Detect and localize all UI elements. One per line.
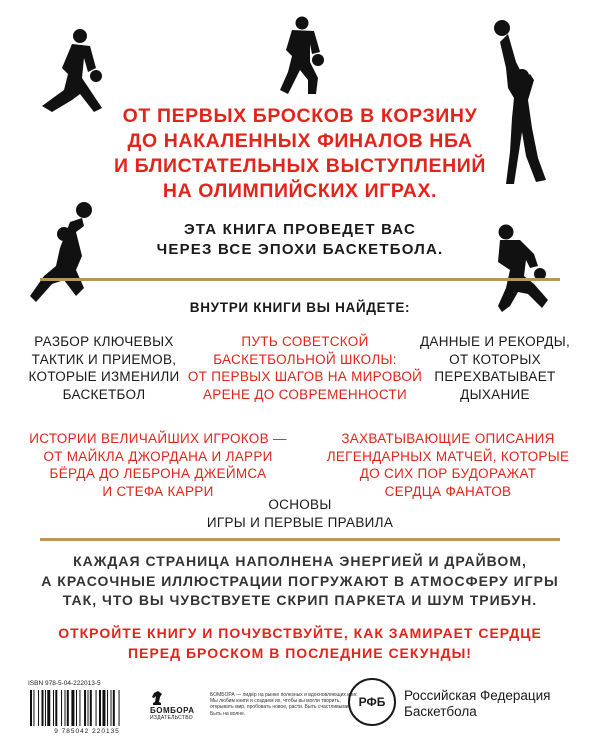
isbn-label: ISBN 978-5-04-222013-5 [28, 680, 101, 687]
barcode-bar [79, 690, 80, 726]
subheading [140, 220, 460, 260]
barcode-bar [53, 690, 54, 726]
rfb-logo [348, 678, 396, 726]
main-heading [80, 104, 520, 204]
item-matches [318, 430, 578, 500]
item-line: ОСНОВЫ [268, 497, 332, 512]
item-tactics [24, 333, 184, 403]
barcode-bar [67, 690, 69, 726]
barcode-graphic [28, 690, 146, 726]
paragraph-line: ТАК, ЧТО ВЫ ЧУВСТВУЕТЕ СКРИП ПАРКЕТА И ШУМ ТРИБУН. [62, 592, 538, 608]
barcode-bar [99, 690, 101, 726]
barcode-bar [33, 690, 34, 726]
barcode-bar [45, 690, 46, 726]
description-paragraph [40, 552, 560, 611]
heading-line: ОТ ПЕРВЫХ БРОСКОВ В КОРЗИНУ [122, 105, 478, 127]
heading-line: ДО НАКАЛЕННЫХ ФИНАЛОВ НБА [127, 130, 473, 152]
barcode-bar [84, 690, 86, 726]
barcode-bar [90, 690, 92, 726]
publisher-fine-print: БОМБОРА — лидер на рынке полезных и вдохновляющих книг. Мы любим книги и создаем их, чтобы вы могли творить, открывать мир, пробовать новое, расти. Быть счастливыми. Быть на волне. [210, 692, 358, 717]
item-line: БАСКЕТБОЛЬНОЙ ШКОЛЫ: [213, 351, 397, 367]
item-line: ПЕРЕХВАТЫВАЕТ [434, 369, 556, 384]
barcode-bar [119, 690, 120, 726]
inside-title: ВНУТРИ КНИГИ ВЫ НАЙДЕТЕ: [189, 300, 411, 315]
heading-line: И БЛИСТАТЕЛЬНЫХ ВЫСТУПЛЕНИЙ [113, 155, 487, 177]
item-line: ПУТЬ СОВЕТСКОЙ [241, 334, 369, 349]
barcode-digits: 9 785042 220135 [54, 728, 120, 735]
player-running-illustration [272, 16, 334, 96]
barcode-bar [55, 690, 57, 726]
item-players [28, 430, 288, 500]
item-line: РАЗБОР КЛЮЧЕВЫХ [34, 334, 174, 349]
barcode-bar [102, 690, 105, 726]
barcode-bar [42, 690, 44, 726]
rfb-logo-text: РФБ [358, 695, 386, 709]
item-line: ЛЕГЕНДАРНЫХ МАТЧЕЙ, КОТОРЫЕ [326, 448, 570, 464]
item-line: ЗАХВАТЫВАЮЩИЕ ОПИСАНИЯ [341, 431, 555, 446]
cta-line: ПЕРЕД БРОСКОМ В ПОСЛЕДНИЕ СЕКУНДЫ! [128, 644, 472, 661]
rfb-line: Баскетбола [404, 704, 477, 719]
barcode-bar [113, 690, 115, 726]
cta-line: ОТКРОЙТЕ КНИГУ И ПОЧУВСТВУЙТЕ, КАК ЗАМИРАЕТ СЕРДЦЕ [58, 625, 542, 641]
heading-line: НА ОЛИМПИЙСКИХ ИГРАХ. [162, 180, 438, 202]
item-soviet-school [185, 333, 425, 403]
item-line: ОТ МАЙКЛА ДЖОРДАНА И ЛАРРИ [43, 448, 273, 464]
item-line: БЁРДА ДО ЛЕБРОНА ДЖЕЙМСА [49, 466, 267, 481]
barcode-bar [111, 690, 112, 726]
rfb-line: Российская Федерация [404, 688, 551, 703]
barcode-bar [71, 690, 74, 726]
subheading-line: ЧЕРЕЗ ВСЕ ЭПОХИ БАСКЕТБОЛА. [156, 241, 444, 258]
item-line: ИГРЫ И ПЕРВЫЕ ПРАВИЛА [206, 514, 394, 530]
item-line: ОТ КОТОРЫХ [449, 351, 541, 367]
subheading-line: ЭТА КНИГА ПРОВЕДЕТ ВАС [183, 221, 417, 238]
item-line: ДЫХАНИЕ [460, 386, 530, 402]
barcode-bar [96, 690, 97, 726]
paragraph-line: КАЖДАЯ СТРАНИЦА НАПОЛНЕНА ЭНЕРГИЕЙ И ДРАЙВОМ, [73, 553, 527, 569]
barcode-bar [38, 690, 39, 726]
call-to-action [40, 624, 560, 663]
item-line: БАСКЕТБОЛ [62, 386, 146, 402]
gold-divider [40, 278, 560, 281]
paragraph-line: А КРАСОЧНЫЕ ИЛЛЮСТРАЦИИ ПОГРУЖАЮТ В АТМОСФЕРУ ИГРЫ [41, 572, 559, 589]
publisher-logo [150, 690, 210, 721]
barcode-bar [30, 690, 32, 726]
item-line: И СТЕФА КАРРИ [102, 483, 214, 499]
rfb-name [404, 688, 550, 720]
item-records [410, 333, 580, 403]
chess-knight-icon [150, 690, 164, 706]
player-layup-illustration [24, 200, 104, 312]
item-line: АРЕНЕ ДО СОВРЕМЕННОСТИ [203, 386, 407, 402]
barcode-bar [76, 690, 77, 726]
barcode-bar [107, 690, 108, 726]
item-line: ОТ ПЕРВЫХ ШАГОВ НА МИРОВОЙ [187, 369, 423, 384]
item-line: ТАКТИК И ПРИЕМОВ, [31, 351, 177, 367]
item-line: ДАННЫЕ И РЕКОРДЫ, [419, 334, 571, 349]
barcode-bar [65, 690, 66, 726]
gold-divider [40, 538, 560, 541]
item-line: КОТОРЫЕ ИЗМЕНИЛИ [28, 369, 180, 384]
barcode-bar [61, 690, 62, 726]
publisher-name: БОМБОРА [150, 706, 195, 715]
item-line: СЕРДЦА ФАНАТОВ [384, 483, 512, 499]
item-line: ИСТОРИИ ВЕЛИЧАЙШИХ ИГРОКОВ — [29, 431, 287, 446]
item-basics [190, 496, 410, 531]
item-line: ДО СИХ ПОР БУДОРАЖАТ [359, 466, 537, 481]
publisher-sub: ИЗДАТЕЛЬСТВО [150, 715, 193, 721]
barcode-bar [47, 690, 50, 726]
barcode-bar [88, 690, 89, 726]
